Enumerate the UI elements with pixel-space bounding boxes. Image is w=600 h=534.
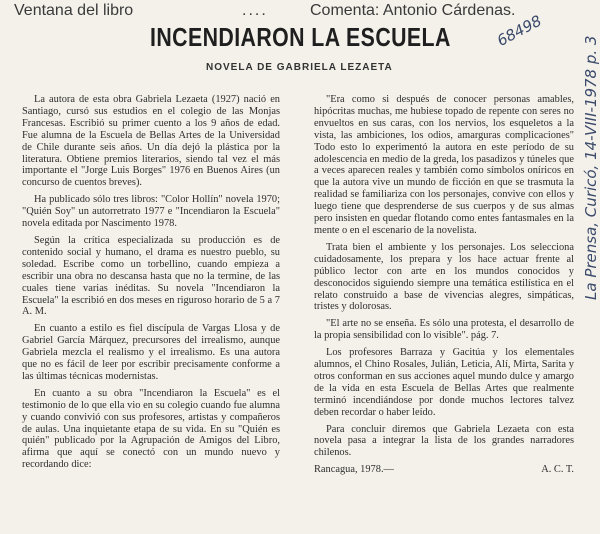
left-paragraph: Ha publicado sólo tres libros: "Color Hollín" novela 1970; "Quién Soy" un autorretrato 1977 e "Incendiaron la Escuela" novela editada por Nascimento 1978. [22, 194, 280, 230]
left-paragraph: En cuanto a estilo es fiel discípula de Vargas Llosa y de Gabriel García Márquez, precursores del irrealismo, aunque Gabriela mezcla el realismo y el irrealismo. Es una autora que no es fácil de leer por escribir precisamente conforme a las últimas técnicas modernistas. [22, 323, 280, 382]
left-paragraph: Según la crítica especializada su producción es de contenido social y humano, el drama es nuestro pueblo, su soledad. Escribe como un torbellino, cuando empieza a escribir una obra no descansa hasta que no la termine, de las cuales tiene varias inéditas. Su novela "Incendiaron la Escuela" la escribió en dos meses en riguroso horario de 5 a 7 A. M. [22, 234, 280, 318]
left-paragraph: La autora de esta obra Gabriela Lezaeta (1927) nació en Santiago, cursó sus estudios en el colegio de las Monjas Francesas. Escribió su primer cuento a los 9 años de edad. Fue alumna de la Escuela de Bellas Artes de la Universidad de Chile durante seis años. Un día dejó la plástica por la literatura. Obtiene premios literarios, siendo tal vez el más importante el "Jorge Luis Borges" 1976 en Buenos Aires (un concurso de cuentos breves). [22, 94, 280, 189]
right-paragraph: "Era como si después de conocer personas amables, hipócritas muchas, me hubiese topado de repente con seres no envueltos en sus caras, con los nervios, los esqueletos a la vista, las ambiciones, los odios, amarguras complicaciones" Todo esto lo experimentó la autora en este período de su adolescencia en medio de la greda, los pasadizos y túneles que a veces aparecen reales y también como símbolos oníricos en que la autora vive un mundo de ficción en que se trasmuta la realidad se familiariza con los personajes, convive con ellos y luego tiene que desprenderse de sus cuerpos y de sus almas pero insisten en quedar flotando como entes fantasmales en la mente o en el escenario de la novelista. [314, 94, 574, 236]
left-paragraph: En cuanto a su obra "Incendiaron la Escuela" es el testimonio de lo que ella vio en su colegio cuando fue alumna y cuando convivió con sus profesores, artistas y compañeros de aulas. Una inquietante etapa de su vida. En su "Quién es quién" publicado por la Agrupación de Amigos del Libro, afirma que aquí se conectó con un mundo nuevo y recordando dice: [22, 387, 280, 471]
header-dots: .... [242, 2, 268, 19]
section-header [14, 2, 554, 24]
article-title: INCENDIARON LA ESCUELA [150, 22, 451, 52]
handwritten-catalog-number: 68498 [494, 11, 545, 50]
author-initials: A. C. T. [541, 464, 574, 476]
right-paragraph: Trata bien el ambiente y los personajes. Los selecciona cuidadosamente, los prepara y los hace actuar frente al público lector con arte en los mundos conocidos y desconocidos siguiendo siempre una temática estilística en el relato construido a base de vivencias alegres, simpáticas, tristes y dolorosas. [314, 241, 574, 313]
section-name: Ventana del libro [14, 2, 134, 19]
right-paragraph: Para concluir diremos que Gabriela Lezaeta con esta novela pasa a integrar la lista de los grandes narradores chilenos. [314, 423, 574, 459]
left-column [22, 94, 280, 476]
commentator-name: Comenta: Antonio Cárdenas. [310, 2, 516, 19]
right-column [314, 94, 574, 476]
place-date: Rancagua, 1978.— [314, 464, 394, 476]
signoff [314, 464, 574, 476]
article-subtitle: NOVELA DE GABRIELA LEZAETA [206, 62, 393, 73]
right-paragraph: "El arte no se enseña. Es sólo una protesta, el desarrollo de la propia sensibilidad con lo visible". pág. 7. [314, 318, 574, 342]
handwritten-source-note: La Prensa, Curicó, 14-VIII-1978 p. 3 [582, 35, 600, 300]
right-paragraph: Los profesores Barraza y Gacitúa y los elementales alumnos, el Chino Rosales, Julián, Leticia, Alí, Mirta, Sarita y otros conforman en sus acciones aquel mundo dulce y amargo de la vida en esta Escuela de Bellas Artes que realmente terminó incendiándose por donde muchos lectores talvez deben recordar o haber leído. [314, 347, 574, 418]
